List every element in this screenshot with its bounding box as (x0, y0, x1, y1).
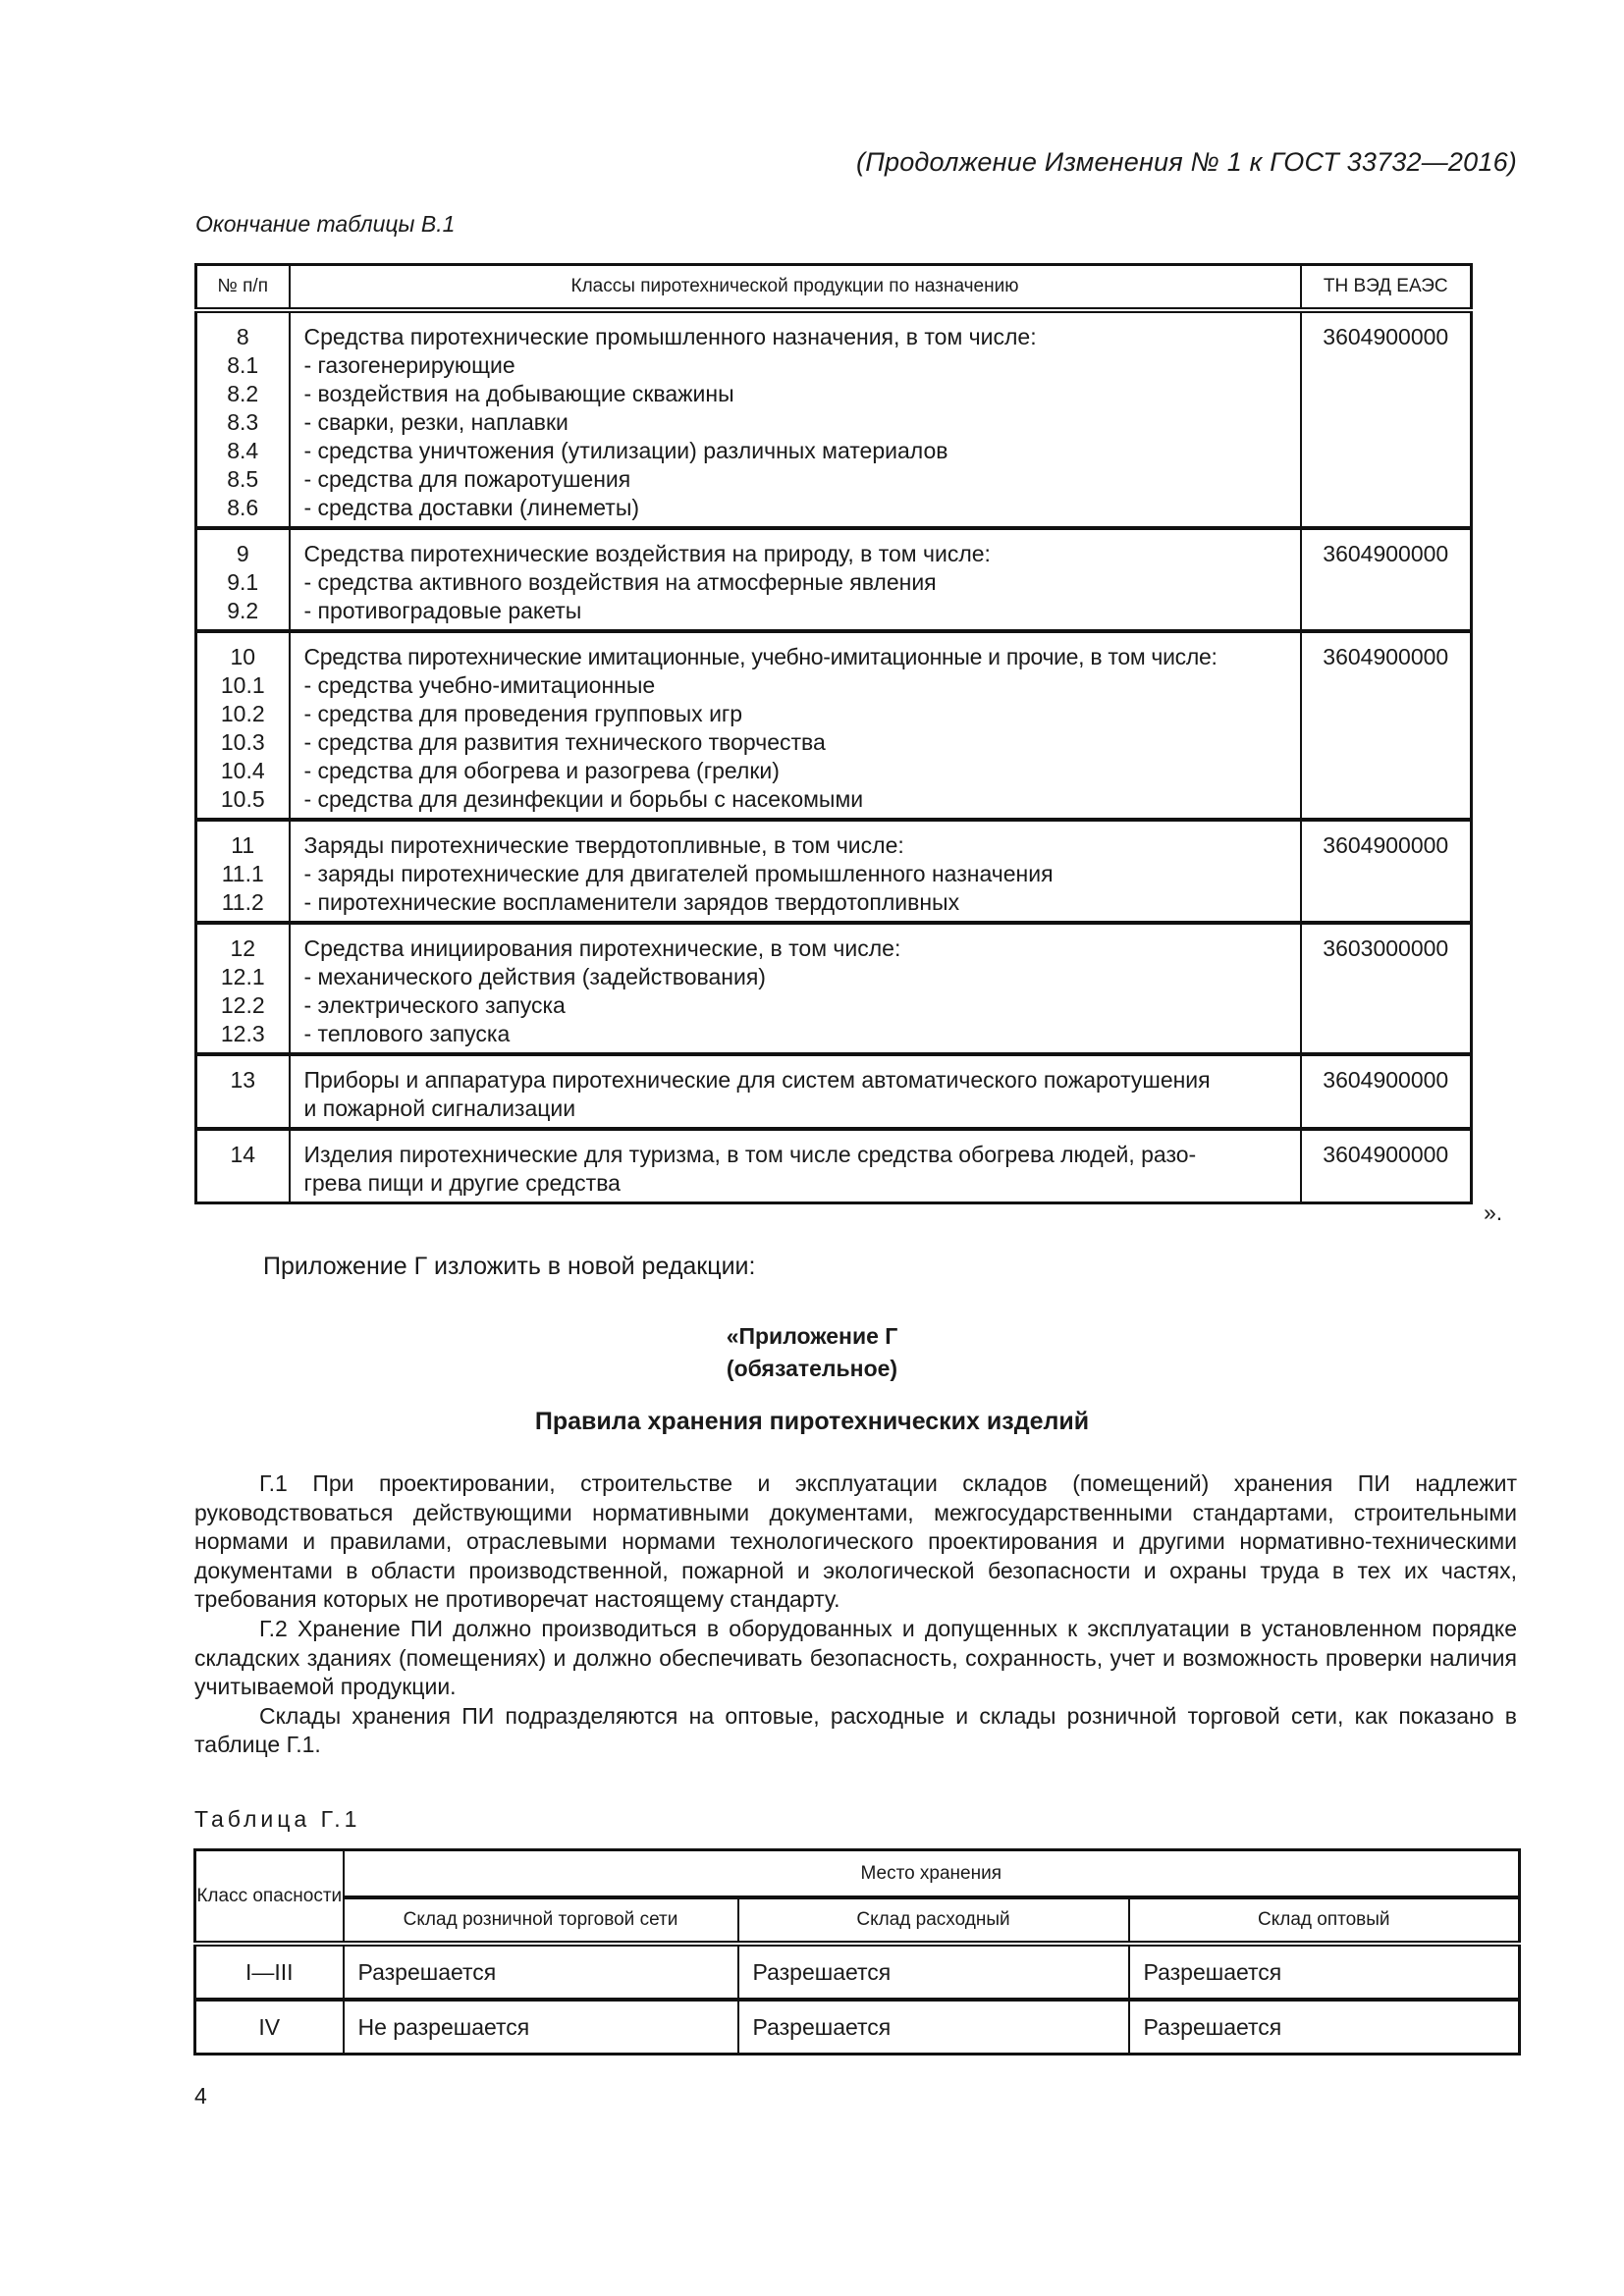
retail-value: Не разрешается (344, 2000, 738, 2055)
item-text: - противоградовые ракеты (303, 598, 582, 623)
item-number: 11.2 (221, 889, 264, 915)
item-text: - механического действия (задействования) (303, 964, 766, 989)
item-number: 12.1 (220, 964, 265, 989)
table-b1-caption: Окончание таблицы В.1 (195, 211, 456, 237)
table-row (196, 1054, 1472, 1129)
item-text: - заряды пиротехнические для двигателей промышленного назначения (303, 861, 1054, 886)
item-number: 8.2 (227, 381, 259, 406)
item-text: - средства для обогрева и разогрева (грелки) (303, 758, 780, 783)
paragraph-warehouses: Склады хранения ПИ подразделяются на оптовые, расходные и склады розничной торговой сети, как показано в таблице Г.1. (194, 1702, 1517, 1758)
item-text: - газогенерирующие (303, 352, 515, 378)
row-description (290, 1054, 1301, 1129)
row-numbers (196, 310, 290, 528)
wholesale-value: Разрешается (1129, 1944, 1520, 2000)
appendix-title: «Приложение Г (726, 1323, 898, 1349)
item-number: 10.1 (220, 672, 265, 698)
row-description (290, 1129, 1301, 1203)
item-text: - средства доставки (линеметы) (303, 495, 640, 520)
row-numbers (196, 528, 290, 631)
appendix-body (194, 1469, 1517, 1760)
col-header-classes: Классы пиротехнической продукции по назначению (290, 265, 1301, 311)
table-row (196, 820, 1472, 923)
item-text: грева пищи и другие средства (303, 1170, 621, 1196)
table-b1 (194, 263, 1473, 1204)
row-description (290, 820, 1301, 923)
item-text: - средства для проведения групповых игр (303, 701, 743, 726)
intro-instruction: Приложение Г изложить в новой редакции: (263, 1253, 756, 1280)
wholesale-value: Разрешается (1129, 2000, 1520, 2055)
hazard-class: I—III (195, 1944, 344, 2000)
item-text: - средства для развития технического творчества (303, 729, 826, 755)
item-text: Заряды пиротехнические твердотопливные, в том числе: (303, 832, 904, 858)
item-number: 8.4 (227, 438, 259, 463)
appendix-status: (обязательное) (726, 1356, 898, 1381)
item-text: - средства активного воздействия на атмосферные явления (303, 569, 937, 595)
consumable-value: Разрешается (738, 2000, 1129, 2055)
item-text: Приборы и аппаратура пиротехнические для систем автоматического пожаротушения (303, 1067, 1211, 1093)
item-text: Изделия пиротехнические для туризма, в том числе средства обогрева людей, разо- (303, 1142, 1197, 1167)
row-numbers (196, 631, 290, 820)
row-code: 3604900000 (1301, 1129, 1472, 1203)
item-number: 12 (230, 935, 256, 961)
item-number: 8.1 (227, 352, 259, 378)
item-text: Средства инициирования пиротехнические, в том числе: (303, 935, 901, 961)
item-number: 10.2 (220, 701, 265, 726)
item-number: 9 (236, 541, 249, 566)
item-number: 8.5 (227, 466, 259, 492)
item-text: - пиротехнические воспламенители зарядов твердотопливных (303, 889, 960, 915)
row-description (290, 528, 1301, 631)
row-numbers (196, 1054, 290, 1129)
table-row (196, 310, 1472, 528)
item-text: - воздействия на добывающие скважины (303, 381, 734, 406)
item-text: - средства уничтожения (утилизации) различных материалов (303, 438, 948, 463)
item-text: - сварки, резки, наплавки (303, 409, 568, 435)
row-code: 3603000000 (1301, 923, 1472, 1054)
col-header-consumable: Склад расходный (738, 1897, 1129, 1944)
hazard-class: IV (195, 2000, 344, 2055)
row-description (290, 310, 1301, 528)
item-text: Средства пиротехнические воздействия на природу, в том числе: (303, 541, 991, 566)
row-code: 3604900000 (1301, 820, 1472, 923)
item-text: Средства пиротехнические промышленного назначения, в том числе: (303, 324, 1037, 349)
row-description (290, 923, 1301, 1054)
table-row (195, 1944, 1520, 2000)
row-numbers (196, 820, 290, 923)
closing-quote-mark: ». (1484, 1200, 1503, 1225)
table-g1 (193, 1848, 1521, 2056)
page-number: 4 (194, 2083, 207, 2109)
item-number: 11.1 (221, 861, 264, 886)
item-text: - электрического запуска (303, 992, 566, 1018)
consumable-value: Разрешается (738, 1944, 1129, 2000)
row-code: 3604900000 (1301, 631, 1472, 820)
table-row (196, 631, 1472, 820)
item-number: 14 (230, 1142, 256, 1167)
item-number: 8 (236, 324, 249, 349)
item-number: 8.6 (227, 495, 259, 520)
col-header-hazard-class: Класс опасности (195, 1850, 344, 1945)
table-b1-header-row (196, 265, 1472, 311)
retail-value: Разрешается (344, 1944, 738, 2000)
table-row (195, 2000, 1520, 2055)
item-text: - теплового запуска (303, 1021, 511, 1046)
col-header-tnved: ТН ВЭД ЕАЭС (1301, 265, 1472, 311)
item-number: 12.3 (220, 1021, 265, 1046)
table-row (196, 923, 1472, 1054)
item-number: 10.5 (220, 786, 265, 812)
row-numbers (196, 1129, 290, 1203)
item-number: 9.1 (227, 569, 259, 595)
row-description (290, 631, 1301, 820)
col-header-number: № п/п (196, 265, 290, 311)
item-number: 10.3 (220, 729, 265, 755)
section-heading: Правила хранения пиротехнических изделий (534, 1408, 1090, 1435)
paragraph-g1: Г.1 При проектировании, строительстве и эксплуатации складов (помещений) хранения ПИ надлежит руководствоваться действующими нормативными документами, межгосударственными стандартами, строительными нормами и правилами, отраслевыми нормами технологического проектирования и другими нормативно-техническими документами в области производственной, пожарной и экологической безопасности и охраны труда в тех их частях, требования которых не противоречат настоящему стандарту. (194, 1470, 1517, 1613)
table-row (196, 1129, 1472, 1203)
table-g1-header-row-2 (195, 1897, 1520, 1944)
table-row (196, 528, 1472, 631)
col-header-retail: Склад розничной торговой сети (344, 1897, 738, 1944)
row-code: 3604900000 (1301, 1054, 1472, 1129)
item-number: 10.4 (220, 758, 265, 783)
item-number: 12.2 (220, 992, 265, 1018)
item-text: и пожарной сигнализации (303, 1095, 576, 1121)
item-text: - средства учебно-имитационные (303, 672, 656, 698)
paragraph-g2: Г.2 Хранение ПИ должно производиться в оборудованных и допущенных к эксплуатации в установленном порядке складских зданиях (помещениях) и должно обеспечивать безопасность, сохранность, учет и возможность проверки наличия учитываемой продукции. (194, 1615, 1517, 1700)
item-number: 11 (231, 832, 255, 858)
continuation-note: (Продолжение Изменения № 1 к ГОСТ 33732—2016) (856, 147, 1517, 177)
row-code: 3604900000 (1301, 310, 1472, 528)
item-number: 13 (230, 1067, 256, 1093)
item-text: Средства пиротехнические имитационные, учебно-имитационные и прочие, в том числе: (303, 644, 1218, 669)
item-number: 9.2 (227, 598, 259, 623)
col-header-wholesale: Склад оптовый (1129, 1897, 1520, 1944)
col-header-storage-place: Место хранения (344, 1850, 1520, 1898)
item-number: 8.3 (227, 409, 259, 435)
table-g1-header-row-1 (195, 1850, 1520, 1898)
item-text: - средства для пожаротушения (303, 466, 631, 492)
row-numbers (196, 923, 290, 1054)
item-text: - средства для дезинфекции и борьбы с насекомыми (303, 786, 864, 812)
table-g1-caption: Таблица Г.1 (194, 1806, 361, 1832)
item-number: 10 (230, 644, 256, 669)
row-code: 3604900000 (1301, 528, 1472, 631)
